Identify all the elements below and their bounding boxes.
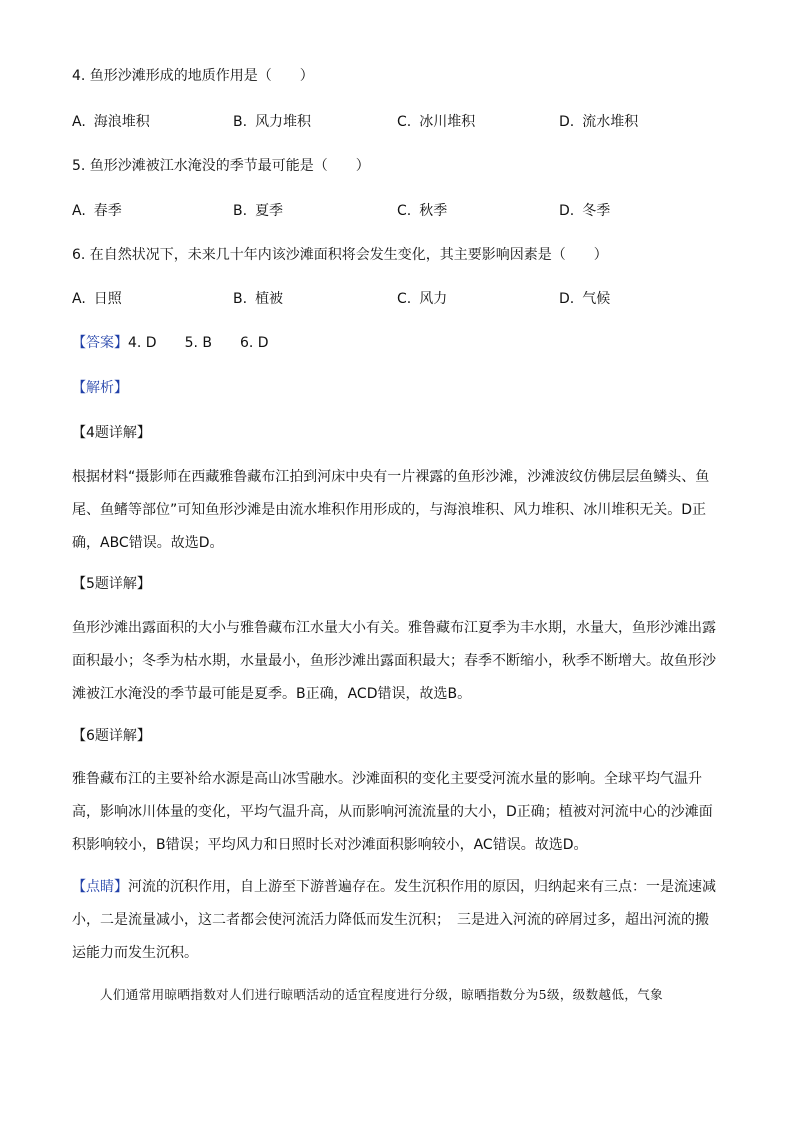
- q4-option-d[interactable]: D. 流水堆积: [559, 114, 639, 130]
- answer-label: 【答案】: [72, 335, 128, 351]
- question-4-stem: 4. 鱼形沙滩形成的地质作用是（ ）: [72, 68, 314, 84]
- detail-6-body: [72, 763, 720, 862]
- detail-6-line: 高，影响冰川体量的变化，平均气温升高，从而影响河流流量的大小，D正确；植被对河流中心的沙滩面: [72, 804, 713, 820]
- q5-option-b[interactable]: B. 夏季: [233, 203, 284, 219]
- q5-option-c[interactable]: C. 秋季: [397, 203, 448, 219]
- question-6-stem: 6. 在自然状况下，未来几十年内该沙滩面积将会发生变化，其主要影响因素是（ ）: [72, 247, 608, 263]
- detail-5-body: [72, 612, 720, 711]
- q6-option-d[interactable]: D. 气候: [559, 291, 611, 307]
- detail-5-line: 面积最小；冬季为枯水期，水量最小，鱼形沙滩出露面积最大；春季不断缩小，秋季不断增大。故鱼形沙: [72, 653, 716, 669]
- detail-5-title: 【5题详解】: [72, 576, 151, 592]
- answer-values: 4. D 5. B 6. D: [128, 335, 269, 351]
- question-5-options: [72, 201, 732, 221]
- question-6-options: [72, 289, 732, 309]
- detail-4-title: 【4题详解】: [72, 425, 151, 441]
- tip-body: [72, 871, 720, 970]
- tip-label: 【点睛】: [72, 879, 128, 895]
- q6-option-a[interactable]: A. 日照: [72, 291, 122, 307]
- q6-option-c[interactable]: C. 风力: [397, 291, 448, 307]
- tip-line: 小，二是流量减小，这二者都会使河流活力降低而发生沉积； 三是进入河流的碎屑过多，超出河流的搬: [72, 912, 709, 928]
- detail-5-line: 鱼形沙滩出露面积的大小与雅鲁藏布江水量大小有关。雅鲁藏布江夏季为丰水期，水量大，鱼形沙滩出露: [72, 620, 716, 636]
- analysis-label: 【解析】: [72, 380, 128, 396]
- q5-option-a[interactable]: A. 春季: [72, 203, 122, 219]
- tip-line: 运能力而发生沉积。: [72, 945, 198, 961]
- detail-4-body: [72, 461, 720, 560]
- q4-option-c[interactable]: C. 冰川堆积: [397, 114, 476, 130]
- detail-6-title: 【6题详解】: [72, 728, 151, 744]
- next-material-text: 人们通常用晾晒指数对人们进行晾晒活动的适宜程度进行分级，晾晒指数分为5级，级数越低，气象: [100, 987, 664, 1002]
- detail-5-line: 滩被江水淹没的季节最可能是夏季。B正确，ACD错误，故选B。: [72, 686, 472, 702]
- question-5-stem: 5. 鱼形沙滩被江水淹没的季节最可能是（ ）: [72, 158, 370, 174]
- detail-6-line: 雅鲁藏布江的主要补给水源是高山冰雪融水。沙滩面积的变化主要受河流水量的影响。全球平均气温升: [72, 771, 702, 787]
- q4-option-a[interactable]: A. 海浪堆积: [72, 114, 150, 130]
- answer-line: [72, 333, 269, 353]
- detail-4-line: 根据材料“摄影师在西藏雅鲁藏布江拍到河床中央有一片裸露的鱼形沙滩，沙滩波纹仿佛层层鱼鳞头、鱼: [72, 469, 710, 485]
- detail-4-line: 尾、鱼鳍等部位”可知鱼形沙滩是由流水堆积作用形成的，与海浪堆积、风力堆积、冰川堆积无关。D正: [72, 502, 707, 518]
- tip-line: 【点睛】河流的沉积作用，自上游至下游普遍存在。发生沉积作用的原因，归纳起来有三点：一是流速减: [72, 879, 716, 895]
- detail-6-line: 积影响较小，B错误；平均风力和日照时长对沙滩面积影响较小，AC错误。故选D。: [72, 837, 588, 853]
- q6-option-b[interactable]: B. 植被: [233, 291, 284, 307]
- detail-4-line: 确，ABC错误。故选D。: [72, 535, 224, 551]
- question-4-options: [72, 112, 732, 132]
- q5-option-d[interactable]: D. 冬季: [559, 203, 611, 219]
- q4-option-b[interactable]: B. 风力堆积: [233, 114, 312, 130]
